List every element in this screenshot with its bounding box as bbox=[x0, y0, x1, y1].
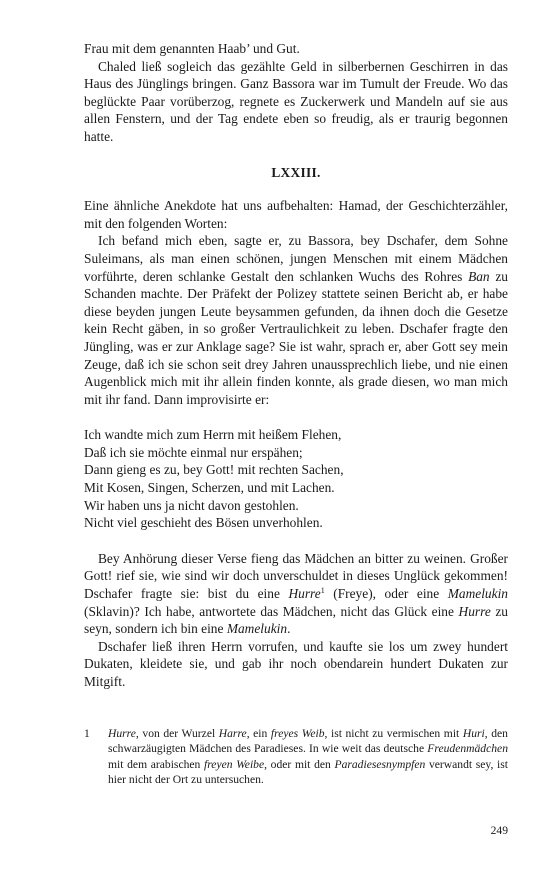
verse-line: Daß ich sie möchte einmal nur erspähen; bbox=[84, 444, 303, 460]
page-body bbox=[84, 40, 508, 691]
fn-text-part: mit dem arabischen bbox=[108, 757, 204, 771]
page-number: 249 bbox=[490, 824, 508, 837]
fn-word-freyes-weib: freyes Weib bbox=[270, 727, 325, 740]
paragraph-5-text-e: . bbox=[287, 621, 291, 637]
paragraph-4-text-a: Ich befand mich eben, sagte er, zu Bassora, bey Dschafer, dem Sohne Suleimans, als man einen schönen, jungen Menschen mit einem Mädchen vorführte, deren schlanke Gestalt den schlanken Wuchs des Rohres bbox=[84, 233, 508, 284]
fn-text-part: , von der Wurzel bbox=[135, 727, 219, 740]
fn-text-part: , oder mit den bbox=[264, 757, 335, 771]
footnote-text bbox=[108, 726, 508, 788]
fn-word-huri: Huri bbox=[462, 727, 485, 740]
footnote bbox=[84, 726, 508, 788]
fn-word-hurre: Hurre bbox=[108, 727, 136, 740]
paragraph-4-text-b: zu Schanden machte. Der Präfekt der Polizey stattete seinen Bericht ab, er habe diese beyden jungen Leute beysammen gefunden, da ihnen doch die Gesetze kein Recht gäben, in so großer Vertraulichkeit zu leben. Dschafer fragte den Jüngling, was er zur Anklage sage? Sie ist wahr, sprach er, aber Gott sey mein Zeuge, daß ich sie schon seit drey Jahren unaussprechlich liebe, und nie einen Augenblick mich mit ihr allein finden konnte, als grade diesen, wo man mich mit ihr fand. Dann improvisirte er: bbox=[84, 268, 508, 407]
fn-word-freudenmaedchen: Freudenmädchen bbox=[427, 742, 508, 756]
footnote-number: 1 bbox=[84, 727, 90, 740]
footnote-area bbox=[84, 726, 508, 788]
paragraph-5-text-b: (Freye), oder eine bbox=[324, 586, 448, 602]
paragraph-2: Chaled ließ sogleich das gezählte Geld in silberbernen Geschirren in das Haus des Jünglings bringen. Ganz Bassora war im Tumult der Freude. Wo das beglückte Paar vorüberzog, regnete es Zuckerwerk und Mandeln auf sie aus allen Fenstern, und der Tag endete eben so freudig, als er traurig begonnen hatte. bbox=[84, 58, 508, 144]
word-mamelukin: Mamelukin bbox=[447, 586, 508, 602]
paragraph-5 bbox=[84, 550, 508, 638]
paragraph-3: Eine ähnliche Anekdote hat uns aufbehalten: Hamad, der Geschichterzähler, mit den folgenden Worten: bbox=[84, 198, 508, 231]
paragraph-4 bbox=[84, 232, 508, 408]
paragraph-5-text-c: (Sklavin)? Ich habe, antwortete das Mädchen, nicht das Glück eine bbox=[84, 603, 459, 619]
fn-word-harre: Harre bbox=[218, 727, 247, 740]
paragraph-5-text-a: Bey Anhörung dieser Verse fieng das Mädchen an bitter zu weinen. Großer Gott! rief sie, wie sind wir doch unverschuldet in dieses Unglück gekommen! Dschafer fragte sie: bist du eine bbox=[84, 550, 508, 602]
verse-line: Mit Kosen, Singen, Scherzen, und mit Lachen. bbox=[84, 480, 335, 496]
verse-line: Nicht viel geschieht des Bösen unverhohlen. bbox=[84, 515, 323, 531]
fn-text-part: , ein bbox=[246, 727, 271, 740]
word-hurre: Hurre bbox=[288, 586, 321, 602]
verse-line: Dann gieng es zu, bey Gott! mit rechten Sachen, bbox=[84, 462, 344, 478]
section-heading: LXXIII. bbox=[271, 164, 321, 180]
word-hurre-2: Hurre bbox=[458, 603, 491, 619]
fn-word-freyen-weibe: freyen Weibe bbox=[204, 757, 265, 771]
fn-text-part: , ist nicht zu vermischen mit bbox=[324, 727, 463, 740]
word-ban: Ban bbox=[468, 268, 490, 284]
fn-text-part: verwandt sey, ist hier nicht der Ort zu untersuchen. bbox=[108, 757, 508, 787]
fn-word-paradiesesnympfen: Paradiesesnympfen bbox=[334, 757, 426, 771]
paragraph-6: Dschafer ließ ihren Herrn vorrufen, und kaufte sie los um zwey hundert Dukaten, kleidete sie, und gab ihr noch obendarein hundert Dukaten zur Mitgift. bbox=[84, 638, 508, 689]
paragraph-5-text-d: zu seyn, sondern ich bin eine bbox=[84, 603, 508, 637]
verse-line: Wir haben uns ja nicht davon gestohlen. bbox=[84, 497, 299, 513]
footnote-reference[interactable]: 1 bbox=[320, 586, 325, 596]
paragraph-1: Frau mit dem genannten Haab’ und Gut. bbox=[84, 41, 300, 56]
verse-block bbox=[84, 426, 508, 532]
fn-text-part: , den schwarzäugigten Mädchen des Paradieses. In wie weit das deutsche bbox=[108, 727, 508, 756]
word-mamelukin-2: Mamelukin bbox=[226, 621, 288, 637]
verse-line: Ich wandte mich zum Herrn mit heißem Flehen, bbox=[84, 427, 342, 443]
